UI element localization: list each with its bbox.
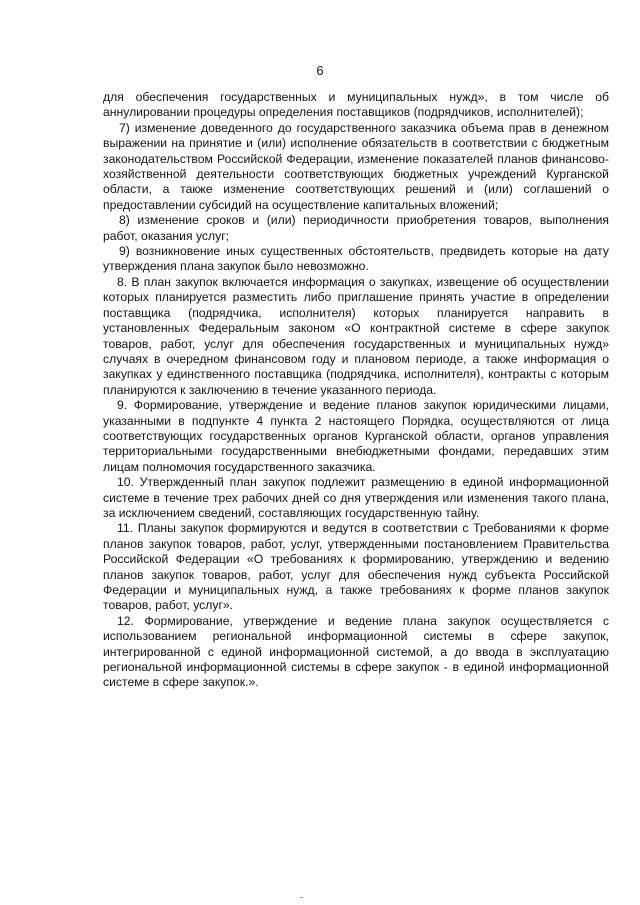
document-body <box>103 90 609 691</box>
clause-10: 10. Утвержденный план закупок подлежит размещению в единой информационной системе в течение трех рабочих дней со дня утверждения или изменения такого плана, за исключением сведений, составляющих государственную тайну. <box>103 475 609 520</box>
subitem-8: 8) изменение сроков и (или) периодичности приобретения товаров, выполнения работ, оказания услуг; <box>103 213 609 243</box>
clause-11: 11. Планы закупок формируются и ведутся в соответствии с Требованиями к форме планов закупок товаров, работ, услуг, утвержденными постановлением Правительства Российской Федерации «О требованиях к формированию, утверждению и ведению планов закупок товаров, работ, услуг для обеспечения нужд субъекта Российской Федерации и муниципальных нужд, а также требованиях к форме планов закупок товаров, работ, услуг». <box>103 521 609 613</box>
subitem-9: 9) возникновение иных существенных обстоятельств, предвидеть которые на дату утверждения плана закупок было невозможно. <box>103 244 609 274</box>
subitem-7: 7) изменение доведенного до государственного заказчика объема прав в денежном выражении на принятие и (или) исполнение обязательств в соответствии с бюджетным законодательством Российской Федерации, изменение показателей планов финансово-хозяйственной деятельности соответствующих бюджетных учреждений Курганской области, а также изменение соответствующих решений и (или) соглашений о предоставлении субсидий на осуществление капитальных вложений; <box>103 120 609 212</box>
paragraph-continuation: для обеспечения государственных и муниципальных нужд», в том числе об аннулировании процедуры определения поставщиков (подрядчиков, исполнителей); <box>103 90 609 120</box>
clause-9: 9. Формирование, утверждение и ведение планов закупок юридическими лицами, указанными в подпункте 4 пункта 2 настоящего Порядка, осуществляются от лица соответствующих государственных органов Курганской области, органов управления территориальными государственными внебюджетными фондами, передавших этим лицам полномочия государственного заказчика. <box>103 398 609 474</box>
scan-mark <box>300 897 303 898</box>
clause-12: 12. Формирование, утверждение и ведение плана закупок осуществляется с использованием региональной информационной системы в сфере закупок, интегрированной с единой информационной системой, а до ввода в эксплуатацию региональной информационной системы в сфере закупок - в единой информационной системе в сфере закупок.». <box>103 613 609 690</box>
clause-8: 8. В план закупок включается информация о закупках, извещение об осуществлении которых планируется разместить либо приглашение принять участие в определении поставщика (подрядчика, исполнителя) которых планируется направить в установленных Федеральным законом «О контрактной системе в сфере закупок товаров, работ, услуг для обеспечения государственных и муниципальных нужд» случаях в очередном финансовом году и плановом периоде, а также информация о закупках у единственного поставщика (подрядчика, исполнителя), контракты с которым планируются к заключению в течение указанного периода. <box>103 274 609 397</box>
page-number: 6 <box>316 63 324 78</box>
